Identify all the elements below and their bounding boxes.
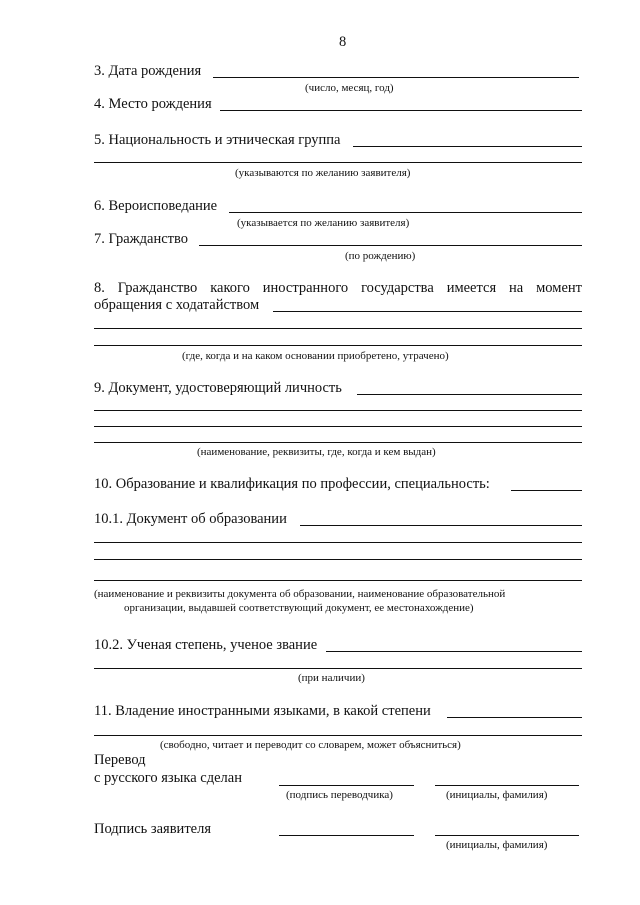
foreign-citizenship-label-2: обращения с ходатайством — [94, 297, 260, 313]
birth-date-label: 3. Дата рождения — [94, 63, 202, 79]
citizenship-hint: (по рождению) — [345, 250, 416, 262]
citizenship-label: 7. Гражданство — [94, 231, 189, 247]
academic-degree-line-1[interactable] — [326, 651, 582, 652]
birth-place-label: 4. Место рождения — [94, 96, 212, 112]
nationality-label: 5. Национальность и этническая группа — [94, 132, 341, 148]
foreign-languages-line-2[interactable] — [94, 735, 582, 736]
religion-line[interactable] — [229, 212, 582, 213]
translator-name-line[interactable] — [435, 785, 579, 786]
academic-degree-label: 10.2. Ученая степень, ученое звание — [94, 637, 318, 653]
applicant-signature-label: Подпись заявителя — [94, 821, 211, 837]
foreign-citizenship-line-2[interactable] — [94, 328, 582, 329]
religion-label: 6. Вероисповедание — [94, 198, 218, 214]
citizenship-line[interactable] — [199, 245, 582, 246]
academic-degree-line-2[interactable] — [94, 668, 582, 669]
translation-label-2: с русского языка сделан — [94, 770, 242, 786]
applicant-signature-line[interactable] — [279, 835, 414, 836]
foreign-citizenship-line-3[interactable] — [94, 345, 582, 346]
foreign-citizenship-label-1: 8. Гражданство какого иностранного государства имеется на момент — [94, 280, 582, 296]
identity-document-hint: (наименование, реквизиты, где, когда и кем выдан) — [197, 446, 436, 458]
birth-date-line[interactable] — [213, 77, 579, 78]
page-number: 8 — [339, 34, 347, 50]
education-document-label: 10.1. Документ об образовании — [94, 511, 287, 527]
identity-document-line-4[interactable] — [94, 442, 582, 443]
foreign-languages-line-1[interactable] — [447, 717, 582, 718]
education-document-hint-1: (наименование и реквизиты документа об образовании, наименование образовательной — [94, 588, 506, 600]
nationality-line-2[interactable] — [94, 162, 582, 163]
foreign-citizenship-line-1[interactable] — [273, 311, 582, 312]
identity-document-line-2[interactable] — [94, 410, 582, 411]
identity-document-label: 9. Документ, удостоверяющий личность — [94, 380, 342, 396]
translator-signature-line[interactable] — [279, 785, 414, 786]
education-label: 10. Образование и квалификация по профессии, специальность: — [94, 476, 490, 492]
birth-date-hint: (число, месяц, год) — [305, 82, 394, 94]
foreign-languages-label: 11. Владение иностранными языками, в какой степени — [94, 703, 431, 719]
translation-label-1: Перевод — [94, 752, 146, 768]
translator-name-hint: (инициалы, фамилия) — [446, 789, 548, 801]
education-document-line-4[interactable] — [94, 580, 582, 581]
translator-signature-hint: (подпись переводчика) — [286, 789, 393, 801]
identity-document-line-3[interactable] — [94, 426, 582, 427]
academic-degree-hint: (при наличии) — [298, 672, 365, 684]
education-line[interactable] — [511, 490, 582, 491]
nationality-hint: (указываются по желанию заявителя) — [235, 167, 411, 179]
education-document-hint-2: организации, выдавшей соответствующий документ, ее местонахождение) — [124, 602, 474, 614]
birth-place-line[interactable] — [220, 110, 582, 111]
applicant-name-line[interactable] — [435, 835, 579, 836]
education-document-line-3[interactable] — [94, 559, 582, 560]
foreign-citizenship-hint: (где, когда и на каком основании приобретено, утрачено) — [182, 350, 449, 362]
foreign-languages-hint: (свободно, читает и переводит со словарем, может объясниться) — [160, 739, 461, 751]
education-document-line-1[interactable] — [300, 525, 582, 526]
identity-document-line-1[interactable] — [357, 394, 582, 395]
religion-hint: (указывается по желанию заявителя) — [237, 217, 410, 229]
applicant-name-hint: (инициалы, фамилия) — [446, 839, 548, 851]
nationality-line-1[interactable] — [353, 146, 582, 147]
education-document-line-2[interactable] — [94, 542, 582, 543]
